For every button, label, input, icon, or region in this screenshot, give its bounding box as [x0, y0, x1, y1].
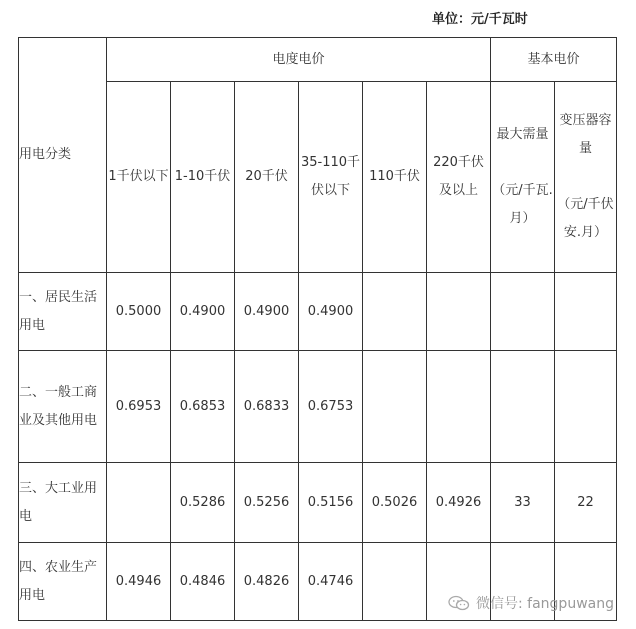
watermark-text: 微信号: fangpuwang [476, 596, 614, 612]
table-cell [427, 351, 491, 463]
table-cell: 0.4826 [235, 543, 299, 621]
row-category: 三、大工业用电 [19, 463, 107, 543]
tariff-table [18, 37, 617, 621]
table-cell [555, 273, 617, 351]
table-cell: 0.5000 [107, 273, 171, 351]
header-voltage-1: 1千伏以下 [107, 82, 171, 273]
row-category: 二、一般工商业及其他用电 [19, 351, 107, 463]
table-cell [363, 273, 427, 351]
table-cell [363, 543, 427, 621]
table-cell: 33 [491, 463, 555, 543]
table-cell: 0.4900 [171, 273, 235, 351]
table-cell: 0.4926 [427, 463, 491, 543]
row-category: 一、居民生活用电 [19, 273, 107, 351]
table-cell [107, 463, 171, 543]
header-energy-price: 电度电价 [107, 38, 491, 82]
table-cell: 0.4846 [171, 543, 235, 621]
row-category: 四、农业生产用电 [19, 543, 107, 621]
table-cell: 0.5286 [171, 463, 235, 543]
max-demand-label: 最大需量 [496, 127, 549, 142]
table-cell: 0.6753 [299, 351, 363, 463]
header-basic-price: 基本电价 [491, 38, 617, 82]
table-cell [491, 351, 555, 463]
transformer-label: 变压器容量 [559, 113, 612, 156]
header-voltage-4: 35-110千伏以下 [299, 82, 363, 273]
table-cell [491, 273, 555, 351]
header-transformer [555, 82, 617, 273]
header-voltage-2: 1-10千伏 [171, 82, 235, 273]
wechat-watermark [448, 593, 614, 613]
table-cell [555, 351, 617, 463]
header-voltage-6: 220千伏及以上 [427, 82, 491, 273]
header-voltage-3: 20千伏 [235, 82, 299, 273]
transformer-unit: （元/千伏安.月） [557, 197, 614, 240]
table-cell: 0.6853 [171, 351, 235, 463]
wechat-icon [448, 595, 470, 611]
table-cell: 0.5026 [363, 463, 427, 543]
header-category: 用电分类 [19, 38, 107, 273]
table-row [19, 351, 617, 463]
table-cell: 0.4900 [299, 273, 363, 351]
table-cell: 0.6953 [107, 351, 171, 463]
table-cell: 0.4946 [107, 543, 171, 621]
table-row [19, 463, 617, 543]
table-row [19, 273, 617, 351]
unit-label: 单位：元/千瓦时 [432, 12, 528, 27]
table-cell [427, 273, 491, 351]
table-cell: 0.5156 [299, 463, 363, 543]
tariff-table-container [18, 37, 617, 621]
table-cell: 0.4900 [235, 273, 299, 351]
header-voltage-5: 110千伏 [363, 82, 427, 273]
table-cell: 0.6833 [235, 351, 299, 463]
header-max-demand [491, 82, 555, 273]
table-cell [363, 351, 427, 463]
table-cell: 22 [555, 463, 617, 543]
table-cell: 0.5256 [235, 463, 299, 543]
max-demand-unit: （元/千瓦.月） [492, 183, 553, 226]
table-cell: 0.4746 [299, 543, 363, 621]
